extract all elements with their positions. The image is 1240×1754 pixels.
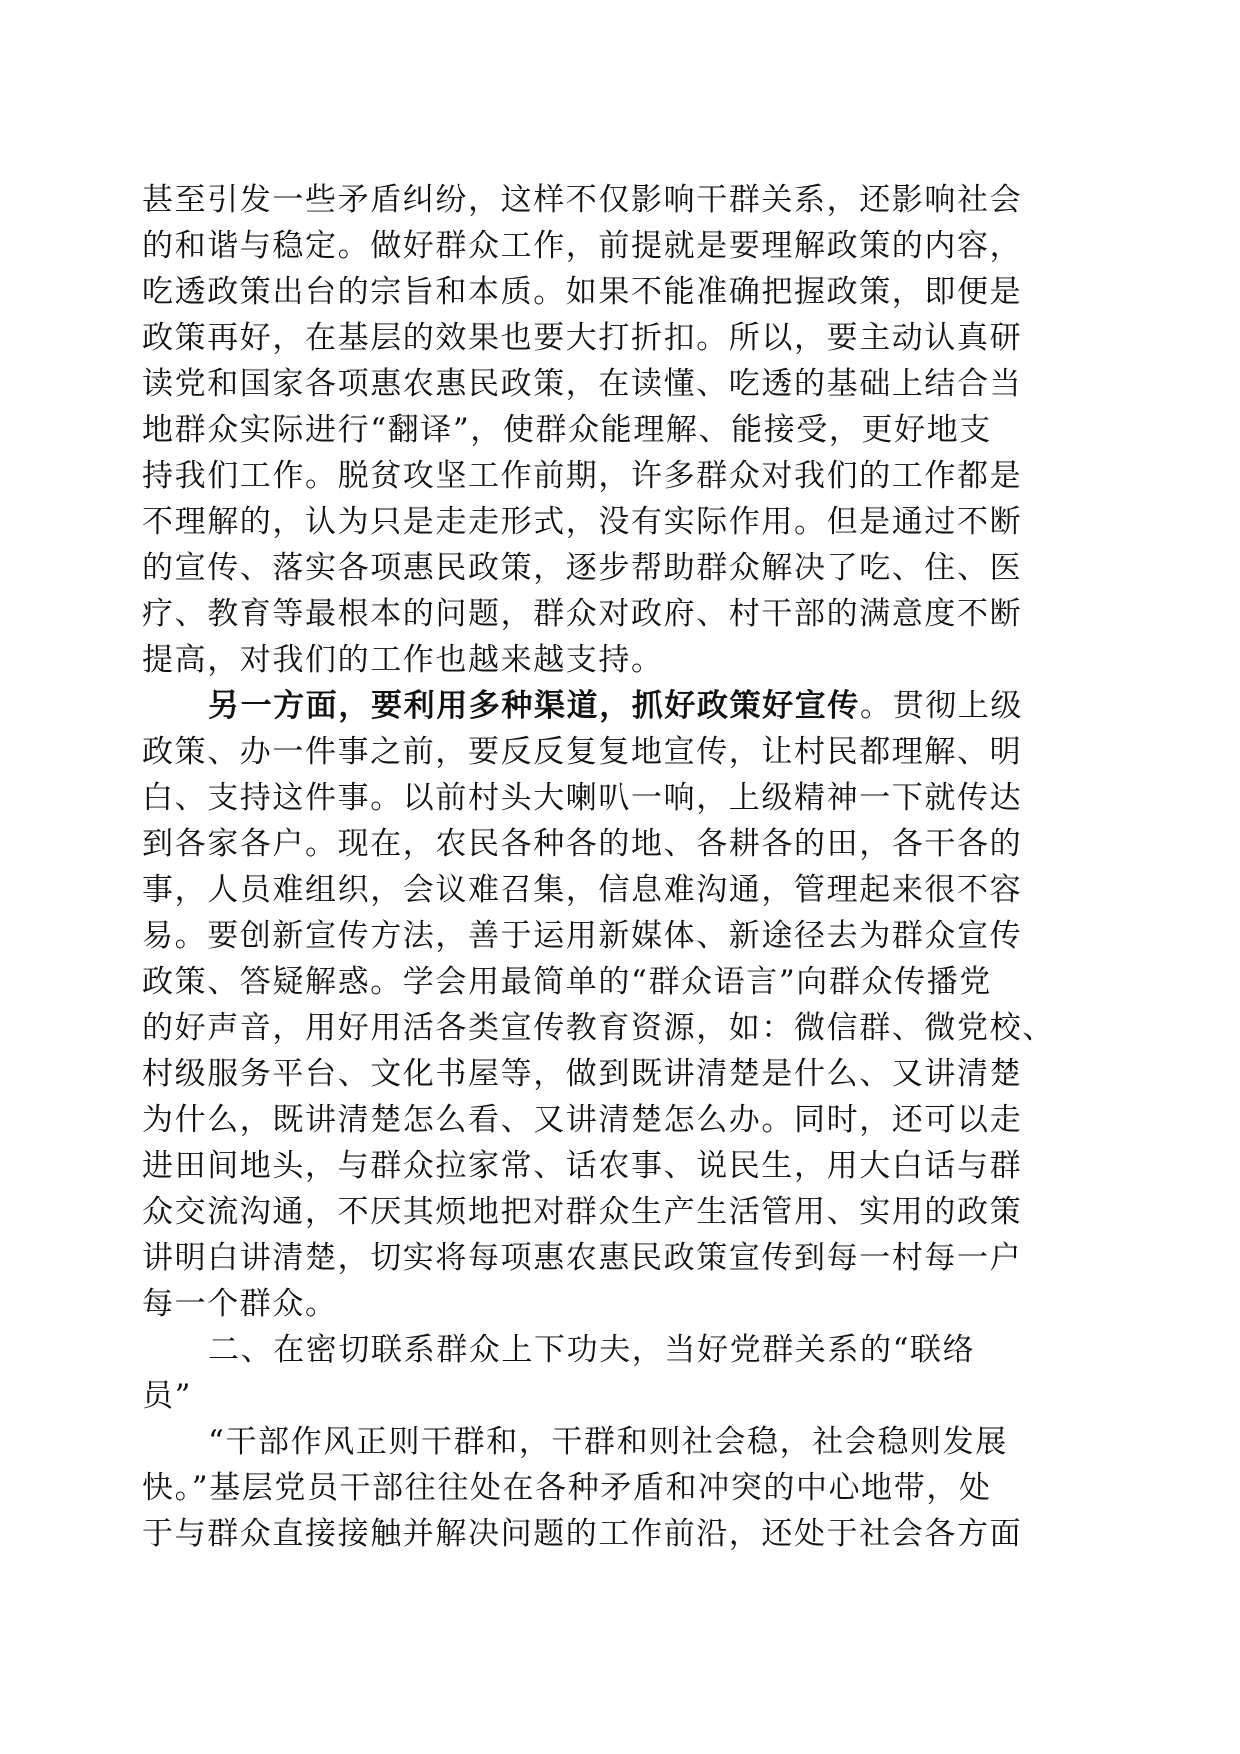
line-text: 的好声音，用好用活各类宣传教育资源，如：微信群、微党校、 <box>142 1010 1055 1046</box>
line-text: 政策、答疑解惑。学会用最简单的“群众语言”向群众传播党 <box>142 964 992 1000</box>
line-text: 众交流沟通，不厌其烦地把对群众生产生活管用、实用的政策 <box>142 1194 1023 1230</box>
line-text: 村级服务平台、文化书屋等，做到既讲清楚是什么、又讲清楚 <box>142 1056 1023 1092</box>
text-line <box>142 177 1082 223</box>
text-line <box>142 1511 1082 1557</box>
text-line <box>142 1281 1082 1327</box>
line-text: 为什么，既讲清楚怎么看、又讲清楚怎么办。同时，还可以走 <box>142 1102 1023 1138</box>
text-line <box>142 1373 1082 1419</box>
line-text: 。贯彻上级 <box>860 688 1023 724</box>
text-line <box>142 1005 1082 1051</box>
text-line <box>142 407 1082 453</box>
line-text: 政策再好，在基层的效果也要大打折扣。所以，要主动认真研 <box>142 320 1023 356</box>
text-line <box>142 775 1082 821</box>
text-line <box>142 729 1082 775</box>
line-text: 讲明白讲清楚，切实将每项惠农惠民政策宣传到每一村每一户 <box>142 1240 1023 1276</box>
text-line <box>142 269 1082 315</box>
line-text: 易。要创新宣传方法，善于运用新媒体、新途径去为群众宣传 <box>142 918 1023 954</box>
text-line <box>142 683 1082 729</box>
text-line <box>142 315 1082 361</box>
line-text: 进田间地头，与群众拉家常、话农事、说民生，用大白话与群 <box>142 1148 1023 1184</box>
line-text: 吃透政策出台的宗旨和本质。如果不能准确把握政策，即便是 <box>142 274 1023 310</box>
text-line <box>142 867 1082 913</box>
text-line <box>142 1051 1082 1097</box>
line-text: 疗、教育等最根本的问题，群众对政府、村干部的满意度不断 <box>142 596 1023 632</box>
text-line <box>142 1189 1082 1235</box>
line-text: 快。”基层党员干部往往处在各种矛盾和冲突的中心地带，处 <box>142 1470 992 1506</box>
text-line <box>142 1097 1082 1143</box>
text-line <box>142 223 1082 269</box>
text-line <box>142 637 1082 683</box>
text-line <box>142 499 1082 545</box>
line-text: 事，人员难组织，会议难召集，信息难沟通，管理起来很不容 <box>142 872 1023 908</box>
line-text: 员” <box>142 1378 193 1414</box>
text-line <box>142 1419 1082 1465</box>
line-text: 二、在密切联系群众上下功夫，当好党群关系的“联络 <box>208 1332 976 1368</box>
line-text: 提高，对我们的工作也越来越支持。 <box>142 642 664 678</box>
line-text: “干部作风正则干群和，干群和则社会稳，社会稳则发展 <box>208 1424 1008 1460</box>
text-line <box>142 821 1082 867</box>
text-line <box>142 1465 1082 1511</box>
line-text: 的和谐与稳定。做好群众工作，前提就是要理解政策的内容， <box>142 228 1023 264</box>
text-line <box>142 545 1082 591</box>
line-text: 地群众实际进行“翻译”，使群众能理解、能接受，更好地支 <box>142 412 992 448</box>
text-line <box>142 453 1082 499</box>
line-text: 甚至引发一些矛盾纠纷，这样不仅影响干群关系，还影响社会 <box>142 182 1023 218</box>
text-line <box>142 1235 1082 1281</box>
document-body <box>142 177 1082 1557</box>
line-text: 读党和国家各项惠农惠民政策，在读懂、吃透的基础上结合当 <box>142 366 1023 402</box>
line-text: 政策、办一件事之前，要反反复复地宣传，让村民都理解、明 <box>142 734 1023 770</box>
line-text: 白、支持这件事。以前村头大喇叭一响，上级精神一下就传达 <box>142 780 1023 816</box>
line-text: 不理解的，认为只是走走形式，没有实际作用。但是通过不断 <box>142 504 1023 540</box>
line-text: 持我们工作。脱贫攻坚工作前期，许多群众对我们的工作都是 <box>142 458 1023 494</box>
text-line <box>142 1143 1082 1189</box>
bold-lead-sentence: 另一方面，要利用多种渠道，抓好政策好宣传 <box>208 688 860 724</box>
text-line <box>142 959 1082 1005</box>
text-line <box>142 361 1082 407</box>
text-line <box>142 591 1082 637</box>
line-text: 的宣传、落实各项惠民政策，逐步帮助群众解决了吃、住、医 <box>142 550 1023 586</box>
text-line <box>142 1327 1082 1373</box>
text-line <box>142 913 1082 959</box>
line-text: 每一个群众。 <box>142 1286 338 1322</box>
line-text: 到各家各户。现在，农民各种各的地、各耕各的田，各干各的 <box>142 826 1023 862</box>
line-text: 于与群众直接接触并解决问题的工作前沿，还处于社会各方面 <box>142 1516 1023 1552</box>
